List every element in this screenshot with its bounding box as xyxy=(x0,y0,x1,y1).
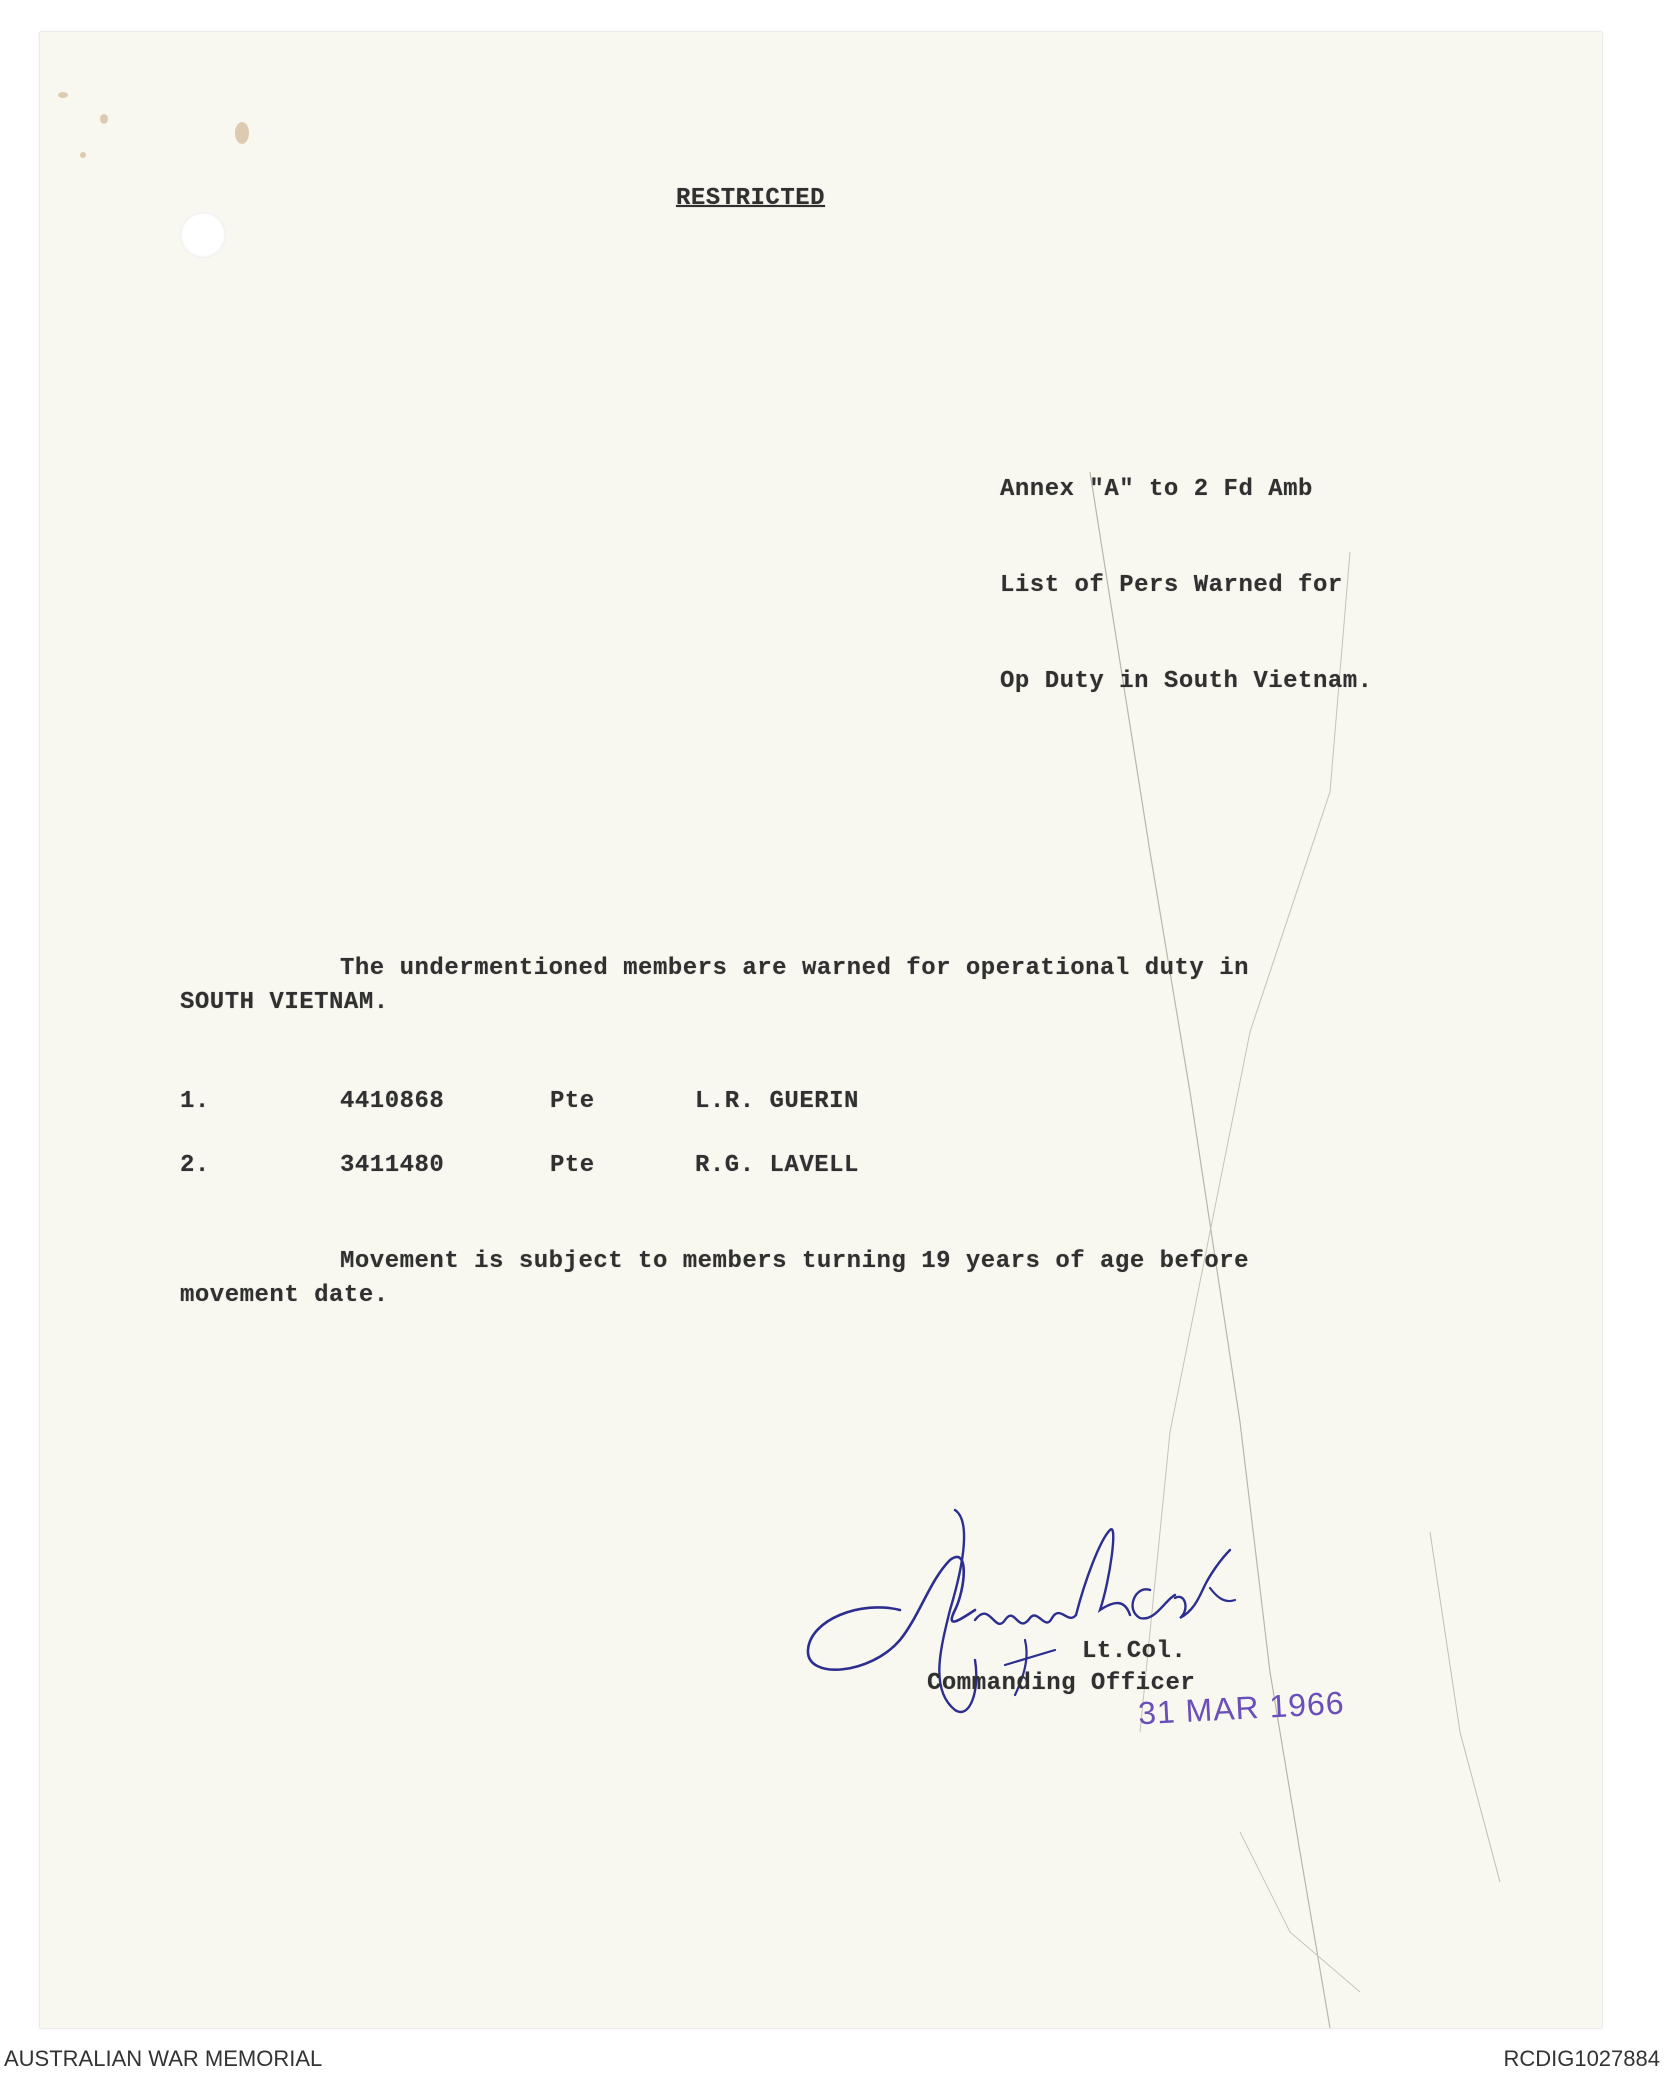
member-rank: Pte xyxy=(550,1152,595,1179)
annex-reference xyxy=(1000,410,1373,762)
classification-heading: RESTRICTED xyxy=(676,185,826,212)
paper-stain xyxy=(235,122,249,144)
punch-hole xyxy=(180,212,226,258)
signatory-rank: Lt.Col. xyxy=(1082,1638,1187,1665)
movement-paragraph-line-2: movement date. xyxy=(180,1282,389,1309)
member-service-number: 4410868 xyxy=(340,1088,445,1115)
paper-stain xyxy=(100,114,108,124)
date-stamp: 31 MAR 1966 xyxy=(1137,1684,1346,1732)
member-number: 1. xyxy=(180,1088,210,1115)
signatory-position: Commanding Officer xyxy=(927,1670,1196,1697)
annex-line: List of Pers Warned for xyxy=(1000,572,1343,599)
document-page xyxy=(40,32,1602,2028)
member-service-number: 3411480 xyxy=(340,1152,445,1179)
annex-line: Op Duty in South Vietnam. xyxy=(1000,668,1373,695)
archive-credit: AUSTRALIAN WAR MEMORIAL xyxy=(4,2046,323,2071)
member-rank: Pte xyxy=(550,1088,595,1115)
archive-reference-id: RCDIG1027884 xyxy=(1503,2046,1660,2071)
movement-paragraph-line-1: Movement is subject to members turning 19 years of age before xyxy=(340,1248,1250,1275)
paper-stain xyxy=(80,152,86,158)
member-name: R.G. LAVELL xyxy=(695,1152,859,1179)
intro-paragraph-line-2: SOUTH VIETNAM. xyxy=(180,989,389,1016)
intro-paragraph-line-1: The undermentioned members are warned for operational duty in xyxy=(340,955,1250,982)
annex-line: Annex "A" to 2 Fd Amb xyxy=(1000,476,1313,503)
member-name: L.R. GUERIN xyxy=(695,1088,859,1115)
member-number: 2. xyxy=(180,1152,210,1179)
paper-stain xyxy=(58,92,68,98)
